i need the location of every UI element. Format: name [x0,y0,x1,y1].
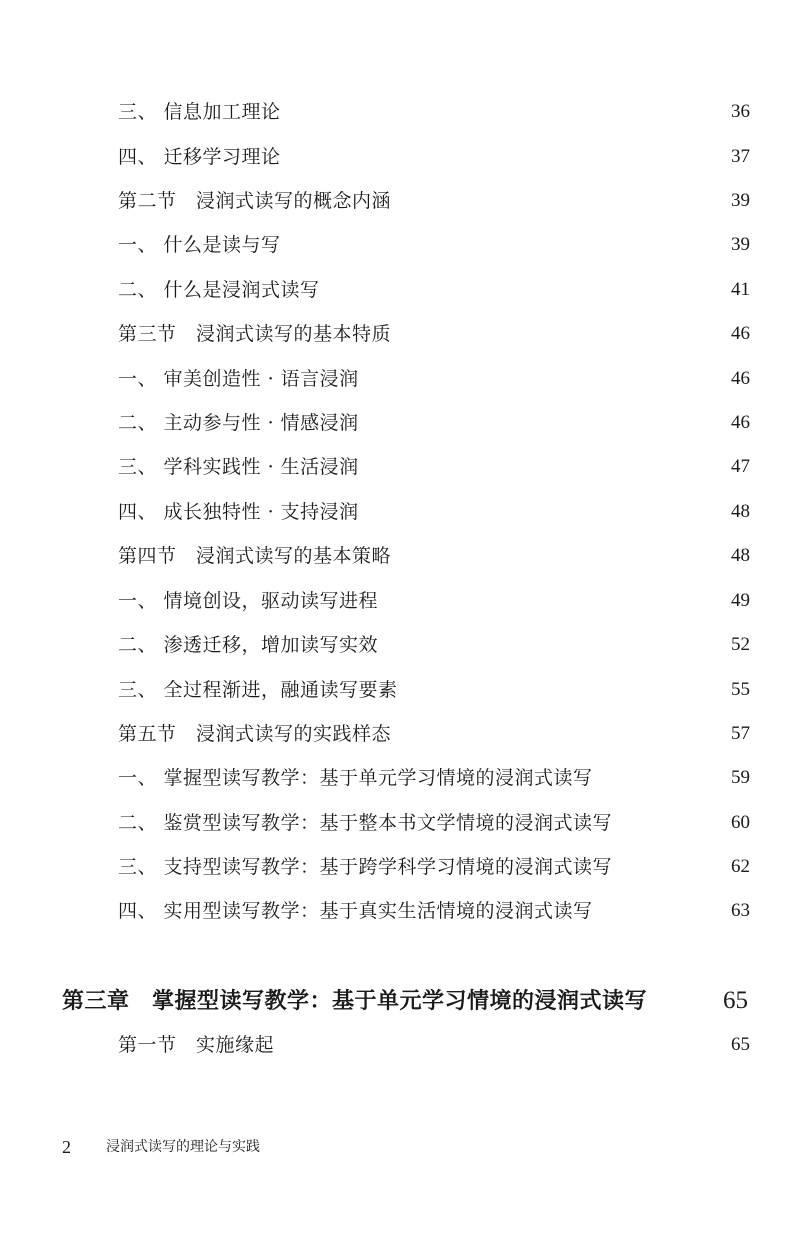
page-footer [0,1132,790,1162]
toc-entry-page: 39 [731,234,750,255]
toc-entry-page: 63 [731,900,750,921]
toc-entry-page: 60 [731,812,750,833]
toc-entry-title: 三、 支持型读写教学：基于跨学科学习情境的浸润式读写 [118,856,613,878]
toc-chapter-title: 第三章 掌握型读写教学：基于单元学习情境的浸润式读写 [62,988,648,1014]
toc-entry-title: 第一节 实施缘起 [118,1034,275,1056]
toc-entry-title: 三、 全过程渐进，融通读写要素 [118,679,398,701]
toc-entry-page: 52 [731,634,750,655]
toc-entry[interactable] [0,586,790,616]
toc-entry[interactable] [0,497,790,527]
toc-entry-title: 四、 成长独特性 · 支持浸润 [118,501,359,523]
toc-section-entry[interactable] [0,1030,790,1060]
toc-entry-page: 62 [731,856,750,877]
toc-entry-title: 四、 迁移学习理论 [118,146,281,168]
toc-entry-page: 46 [731,368,750,389]
toc-entry[interactable] [0,675,790,705]
toc-entry[interactable] [0,364,790,394]
toc-entry-title: 四、 实用型读写教学：基于真实生活情境的浸润式读写 [118,900,593,922]
toc-entry[interactable] [0,808,790,838]
toc-entry[interactable] [0,97,790,127]
toc-section-entry[interactable] [0,186,790,216]
toc-entry-page: 46 [731,323,750,344]
toc-section-entry[interactable] [0,719,790,749]
toc-entry-title: 第四节 浸润式读写的基本策略 [118,545,392,567]
toc-entry[interactable] [0,230,790,260]
toc-entry-page: 59 [731,767,750,788]
toc-entry[interactable] [0,142,790,172]
toc-entry-page: 48 [731,501,750,522]
toc-entry-title: 第二节 浸润式读写的概念内涵 [118,190,392,212]
toc-entry-title: 一、 审美创造性 · 语言浸润 [118,368,359,390]
toc-entry-page: 39 [731,190,750,211]
toc-section-entry[interactable] [0,319,790,349]
toc-entry-title: 三、 学科实践性 · 生活浸润 [118,456,359,478]
toc-entry[interactable] [0,630,790,660]
toc-entry-page: 46 [731,412,750,433]
toc-entry-page: 41 [731,279,750,300]
toc-chapter-page: 65 [723,987,748,1014]
footer-page-number: 2 [62,1137,71,1157]
toc-entry-title: 二、 什么是浸润式读写 [118,279,320,301]
toc-entry[interactable] [0,452,790,482]
toc-section-entry[interactable] [0,541,790,571]
toc-entry-page: 65 [731,1034,750,1055]
toc-entry-title: 三、 信息加工理论 [118,101,281,123]
toc-entry[interactable] [0,763,790,793]
footer-book-title: 浸润式读写的理论与实践 [106,1139,260,1155]
toc-entry-page: 36 [731,101,750,122]
toc-entry-page: 48 [731,545,750,566]
toc-entry-page: 57 [731,723,750,744]
toc-entry[interactable] [0,852,790,882]
toc-entry-title: 一、 掌握型读写教学：基于单元学习情境的浸润式读写 [118,767,593,789]
toc-entry-title: 二、 主动参与性 · 情感浸润 [118,412,359,434]
toc-entry[interactable] [0,408,790,438]
toc-entry-title: 第三节 浸润式读写的基本特质 [118,323,392,345]
toc-chapter-entry[interactable] [0,986,790,1016]
toc-entry-page: 49 [731,590,750,611]
toc-entry-title: 二、 鉴赏型读写教学：基于整本书文学情境的浸润式读写 [118,812,613,834]
toc-entry[interactable] [0,896,790,926]
toc-entry[interactable] [0,275,790,305]
toc-entry-title: 第五节 浸润式读写的实践样态 [118,723,392,745]
toc-entry-title: 一、 情境创设，驱动读写进程 [118,590,379,612]
toc-entry-page: 37 [731,146,750,167]
toc-entry-title: 一、 什么是读与写 [118,234,281,256]
toc-entry-page: 47 [731,456,750,477]
toc-entry-page: 55 [731,679,750,700]
toc-entry-title: 二、 渗透迁移，增加读写实效 [118,634,379,656]
